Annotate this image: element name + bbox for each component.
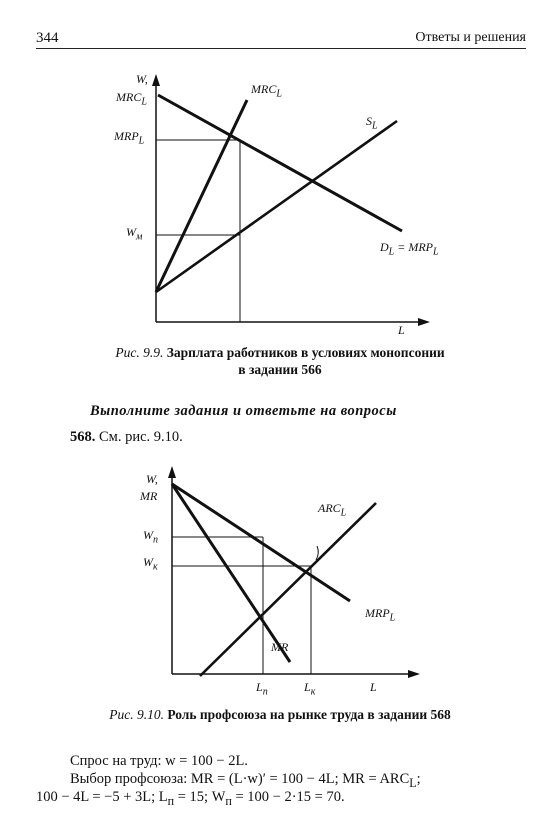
fig2-wp-label: $W_п$ [143, 528, 158, 546]
fig2-arc-label: $ARC_L$ [318, 501, 347, 519]
fig1-mrc-line [156, 100, 247, 292]
fig1-ylabel-1: W, [136, 72, 148, 86]
fig2-lp-label: $L_п$ [256, 680, 268, 698]
fig1-x-arrow [418, 318, 430, 326]
fig1-wm-label: $W_м$ [126, 225, 143, 243]
fig2-wk-label: $W_к$ [143, 555, 158, 573]
solution-line-3: 100 − 4L = −5 + 3L; $L_п = 15$; $W_п = 100 - 2\cdot 15 = 70$. [36, 789, 345, 808]
fig1-xlabel: L [398, 323, 405, 337]
task-568: 568. См. рис. 9.10. [70, 429, 183, 445]
fig1-y-arrow [152, 74, 160, 86]
fig2-caption: Рис. 9.10. Роль профсоюза на рынке труда в задании 568 [109, 707, 451, 722]
fig2-mr-label: MR [271, 640, 289, 654]
solution-line-2: Выбор профсоюза: MR = (L·w)′ = 100 − 4L; MR = $ARC_L$; [70, 771, 421, 790]
fig2-ylabel-1: W, [146, 472, 158, 486]
fig1-supply-label: $S_L$ [366, 114, 378, 132]
running-title: Ответы и решения [415, 30, 526, 45]
fig1-ylabel-2: $MRC_L$ [116, 90, 147, 108]
fig2-ylabel-2: MR [140, 489, 158, 503]
fig1-mrp-label: $MRP_L$ [114, 129, 145, 147]
fig2-mrp-label: $MRP_L$ [365, 606, 396, 624]
page-number: 344 [36, 30, 59, 46]
fig1-mrc-label: $MRC_L$ [251, 82, 282, 100]
fig1-demand-label: $D_L = MRP_L$ [380, 240, 439, 258]
solution-line-1: Спрос на труд: w = 100 − 2L. [70, 753, 248, 769]
fig2-x-arrow [408, 670, 420, 678]
fig1-caption: Рис. 9.9. Зарплата работников в условиях монопсонии в задании 566 [115, 345, 445, 377]
fig2-lk-label: $L_к$ [304, 680, 316, 698]
fig2-xlabel: L [370, 680, 377, 694]
fig2-mr-line [172, 484, 290, 662]
fig2-y-arrow [168, 466, 176, 478]
fig2-mark [316, 546, 318, 560]
section-heading: Выполните задания и ответьте на вопросы [90, 403, 397, 419]
